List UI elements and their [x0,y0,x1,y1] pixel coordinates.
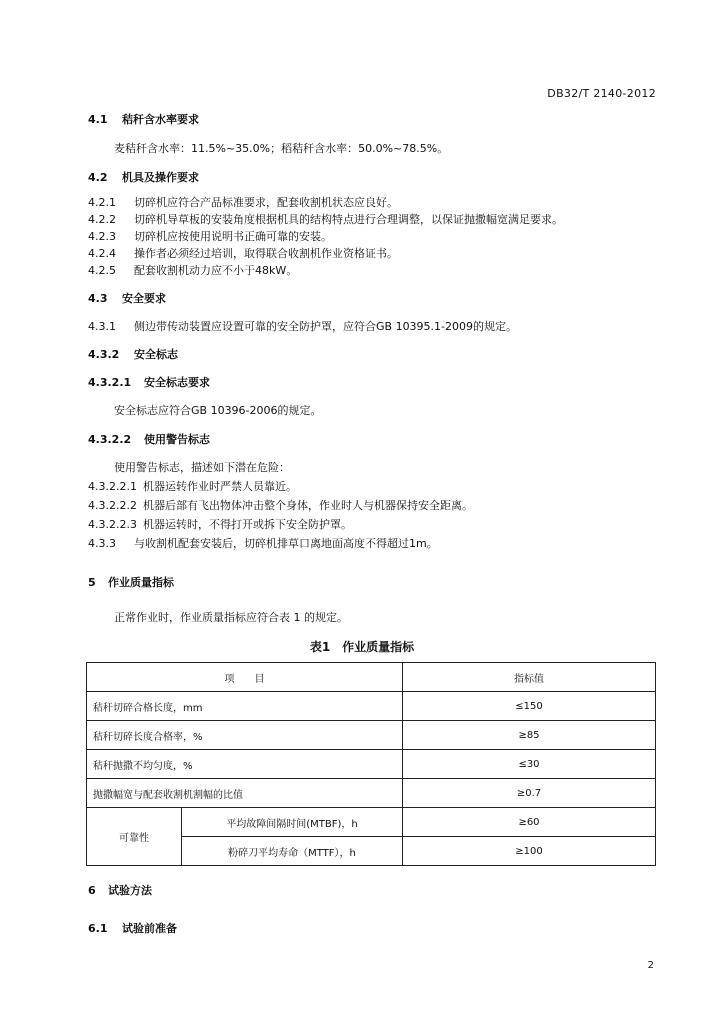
clause-text: 操作者必须经过培训，取得联合收割机作业资格证书。 [134,247,398,260]
row-item: 粉碎刀平均寿命（MTTF），h [182,837,403,866]
row-value: ≥0.7 [403,779,656,808]
section-number: 5 [88,576,96,589]
row-value: ≥100 [403,837,656,866]
clause-4-2-2 [88,213,563,227]
heading-4-1 [88,113,199,127]
clause-number: 4.3.2.2.1 [88,480,137,493]
clause-text: 切碎机应符合产品标准要求，配套收割机状态应良好。 [134,196,398,209]
paragraph-quality: 正常作业时，作业质量指标应符合表 1 的规定。 [114,611,348,624]
table-row [87,750,656,779]
heading-6-1 [88,922,177,936]
section-number: 4.2 [88,171,108,184]
page-number: 2 [647,960,654,971]
clause-number: 4.2.3 [88,230,116,243]
standard-code: DB32/T 2140-2012 [547,87,656,100]
header-item: 项 目 [87,663,403,692]
table-row [87,692,656,721]
section-number: 4.3.2.2 [88,433,132,446]
section-title: 安全标志 [134,348,178,361]
heading-6 [88,884,152,898]
clause-4-2-4 [88,247,398,261]
row-value: ≥60 [403,808,656,837]
row-item: 平均故障间隔时间(MTBF)，h [182,808,403,837]
clause-text: 机器运转时，不得打开或拆下安全防护罩。 [142,518,352,531]
heading-5 [88,576,174,590]
heading-4-2 [88,171,199,185]
clause-text: 侧边带传动装置应设置可靠的安全防护罩，应符合GB 10395.1-2009的规定。 [134,320,518,333]
section-title: 试验方法 [108,884,152,897]
clause-text: 配套收割机动力应不小于48kW。 [134,264,298,277]
section-title: 作业质量指标 [108,576,174,589]
clause-number: 4.2.4 [88,247,116,260]
clause-text: 机器后部有飞出物体冲击整个身体，作业时人与机器保持安全距离。 [142,499,473,512]
row-item: 秸秆抛撒不均匀度，% [87,750,403,779]
row-value: ≥85 [403,721,656,750]
clause-number: 4.3.3 [88,537,116,550]
heading-4-3-2-1 [88,376,210,390]
clause-4-2-5 [88,264,297,278]
clause-4-3-1 [88,320,517,334]
heading-4-3 [88,292,166,306]
clause-text: 机器运转作业时严禁人员靠近。 [142,480,297,493]
clause-text: 切碎机导草板的安装角度根据机具的结构特点进行合理调整，以保证抛撒幅宽满足要求。 [134,213,563,226]
clause-4-2-3 [88,230,332,244]
paragraph-safety-sign: 安全标志应符合GB 10396-2006的规定。 [114,404,322,417]
row-item: 秸秆切碎合格长度，mm [87,692,403,721]
quality-indicator-table [86,662,656,866]
clause-number: 4.2.5 [88,264,116,277]
section-number: 4.3 [88,292,108,305]
clause-number: 4.3.1 [88,320,116,333]
clause-number: 4.3.2.2.2 [88,499,137,512]
section-number: 4.3.2.1 [88,376,132,389]
clause-4-2-1 [88,196,398,210]
section-title: 安全标志要求 [144,376,210,389]
clause-4-3-3 [88,537,438,551]
row-item: 抛撒幅宽与配套收割机割幅的比值 [87,779,403,808]
section-number: 4.3.2 [88,348,120,361]
heading-4-3-2 [88,348,178,362]
heading-4-3-2-2 [88,433,210,447]
paragraph-moisture: 麦秸秆含水率：11.5%~35.0%；稻秸秆含水率：50.0%~78.5%。 [114,142,449,155]
header-value: 指标值 [403,663,656,692]
section-title: 使用警告标志 [144,433,210,446]
row-value: ≤30 [403,750,656,779]
group-label: 可靠性 [87,808,182,866]
section-number: 6 [88,884,96,897]
row-item: 秸秆切碎长度合格率，% [87,721,403,750]
section-title: 秸秆含水率要求 [122,113,199,126]
clause-number: 4.2.2 [88,213,116,226]
table-row [87,779,656,808]
clause-number: 4.3.2.2.3 [88,518,137,531]
section-number: 4.1 [88,113,108,126]
clause-4-3-2-2-3 [88,518,352,532]
section-title: 安全要求 [122,292,166,305]
table-caption: 表1 作业质量指标 [309,640,415,654]
clause-number: 4.2.1 [88,196,116,209]
clause-4-3-2-2-1 [88,480,297,494]
section-number: 6.1 [88,922,108,935]
table-header-row [87,663,656,692]
section-title: 试验前准备 [122,922,177,935]
table-row [87,721,656,750]
clause-4-3-2-2-2 [88,499,473,513]
clause-text: 切碎机应按使用说明书正确可靠的安装。 [134,230,332,243]
paragraph-warning-sign: 使用警告标志，描述如下潜在危险： [114,461,290,474]
clause-text: 与收割机配套安装后，切碎机排草口离地面高度不得超过1m。 [134,537,438,550]
section-title: 机具及操作要求 [122,171,199,184]
row-value: ≤150 [403,692,656,721]
table-row [87,808,656,837]
